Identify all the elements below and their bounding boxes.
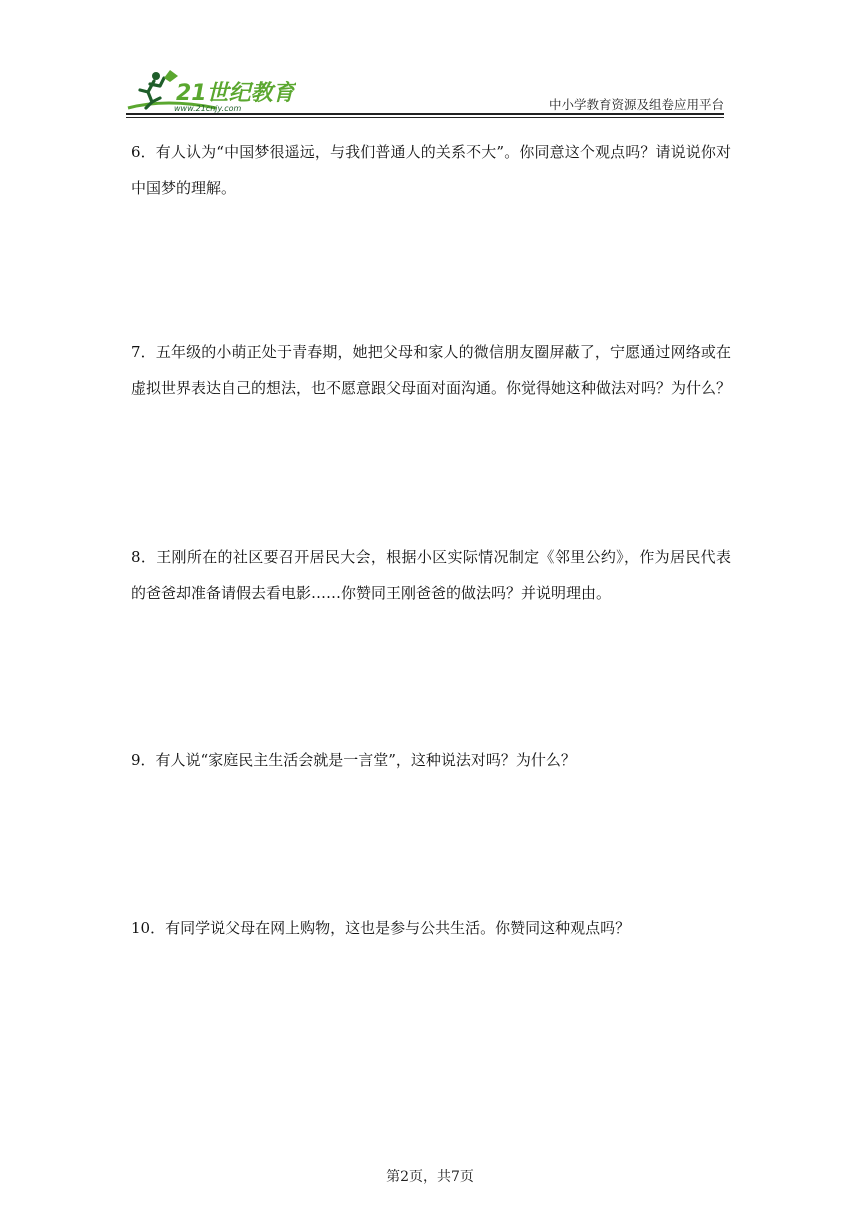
page-header [126, 64, 724, 116]
page-number: 第2页，共7页 [386, 1169, 474, 1185]
logo [126, 68, 296, 114]
question-text: 6．有人认为“中国梦很遥远，与我们普通人的关系不大”。你同意这个观点吗？请说说你对中国梦的理解。 [131, 143, 731, 197]
question-text: 8．王刚所在的社区要召开居民大会，根据小区实际情况制定《邻里公约》，作为居民代表的爸爸却准备请假去看电影……你赞同王刚爸爸的做法吗？并说明理由。 [131, 548, 731, 602]
question-text: 10．有同学说父母在网上购物，这也是参与公共生活。你赞同这种观点吗？ [131, 919, 631, 937]
question-9 [131, 742, 731, 778]
question-text: 9．有人说“家庭民主生活会就是一言堂”，这种说法对吗？为什么？ [131, 751, 576, 769]
header-divider [126, 113, 724, 115]
header-divider-thin [126, 117, 724, 118]
question-10 [131, 910, 731, 946]
logo-title: 21世纪教育 [176, 81, 295, 106]
question-8 [131, 539, 731, 611]
logo-url: www.21cnjy.com [174, 104, 242, 113]
platform-name: 中小学教育资源及组卷应用平台 [548, 97, 724, 112]
runner-logo-icon [126, 68, 296, 114]
question-text: 7．五年级的小萌正处于青春期，她把父母和家人的微信朋友圈屏蔽了，宁愿通过网络或在虚拟世界表达自己的想法，也不愿意跟父母面对面沟通。你觉得她这种做法对吗？为什么？ [131, 343, 732, 397]
question-6 [131, 134, 731, 206]
question-7 [131, 334, 731, 406]
